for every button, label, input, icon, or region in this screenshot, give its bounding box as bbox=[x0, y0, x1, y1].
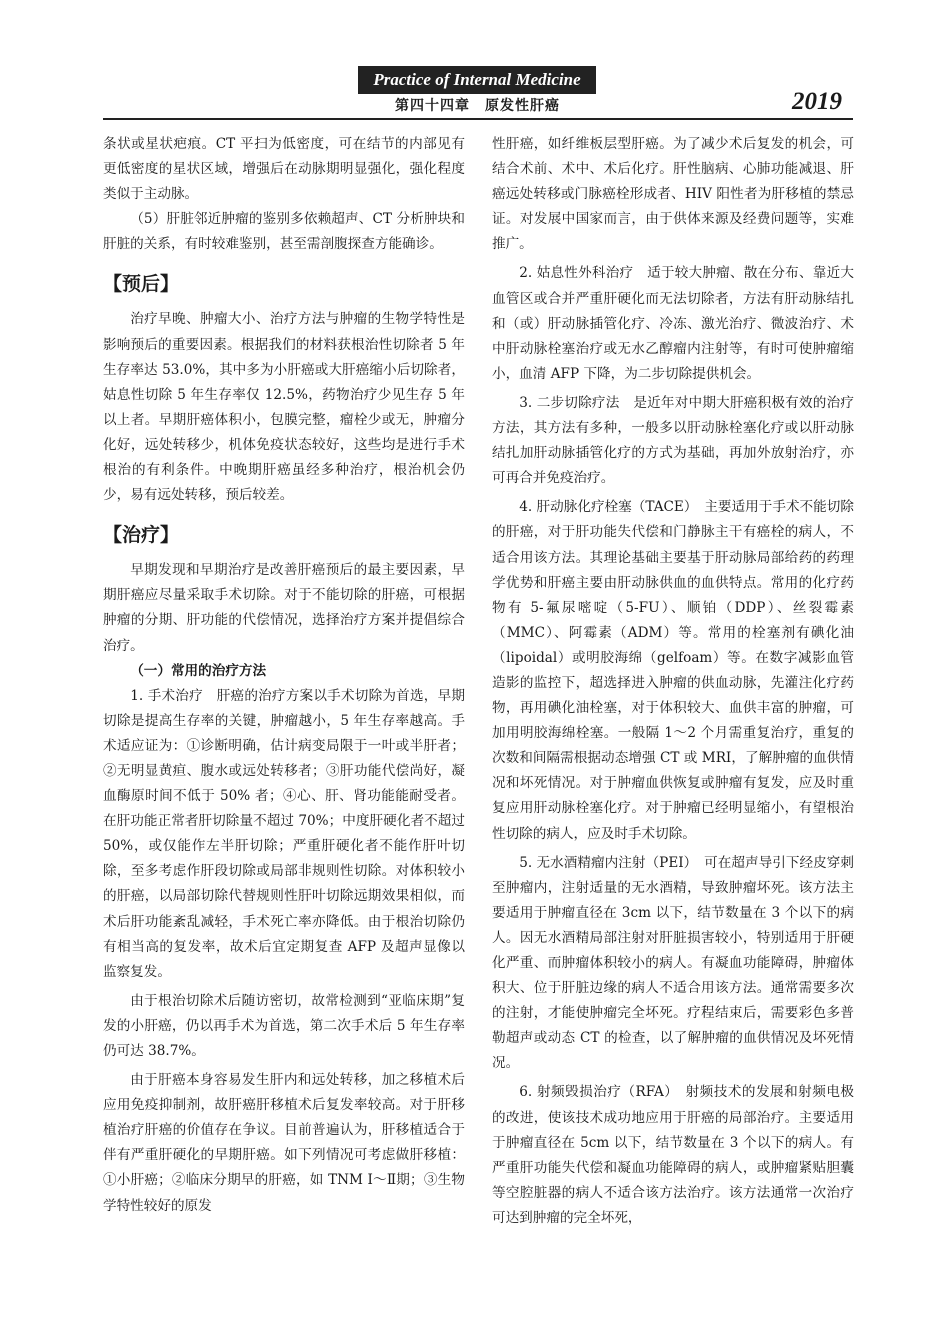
paragraph: 性肝癌，如纤维板层型肝癌。为了减少术后复发的机会，可结合术前、术中、术后化疗。肝性脑病、心肺功能减退、肝癌远处转移或门脉癌栓形成者、HIV 阳性者为肝移植的禁忌证。对发展中国家而言，由于供体来源及经费问题等，实难推广。 bbox=[492, 136, 854, 253]
page-number: 2019 bbox=[792, 88, 842, 115]
subsection-heading: （一）常用的治疗方法 bbox=[130, 662, 267, 679]
paragraph: 条状或星状疤痕。CT 平扫为低密度，可在结节的内部见有更低密度的星状区域，增强后在动脉期明显强化，强化程度类似于主动脉。 bbox=[103, 136, 465, 203]
paragraph: 5. 无水酒精瘤内注射（PEI） 可在超声导引下经皮穿刺至肿瘤内，注射适量的无水酒精，导致肿瘤坏死。该方法主要适用于肿瘤直径在 3cm 以下，结节数量在 3 个以下的病人。因无水酒精局部注射对肝脏损害较小，特别适用于肝硬化严重、而肿瘤体积较小的病人。有凝血功能障碍，肿瘤体积大、位于肝脏边缘的病人不适合用该方法。通常需要多次的注射，才能使肿瘤完全坏死。疗程结束后，需要彩色多普勒超声或动态 CT 的检查，以了解肿瘤的血供情况及坏死情况。 bbox=[492, 854, 854, 1072]
paragraph: 4. 肝动脉化疗栓塞（TACE） 主要适用于手术不能切除的肝癌，对于肝功能失代偿和门静脉主干有癌栓的病人，不适合用该方法。其理论基础主要基于肝动脉局部给药的药理学优势和肝癌主要由肝动脉供血的血供特点。常用的化疗药物有 5-氟尿嘧啶（5-FU）、顺铂（DDP）、丝裂霉素（MMC）、阿霉素（ADM）等。常用的栓塞剂有碘化油（lipoidal）或明胶海绵（gelfoam）等。在数字减影血管造影的监控下，超选择进入肿瘤的供血动脉，先灌注化疗药物，再用碘化油栓塞，对于体积较大、血供丰富的肿瘤，可加用明胶海绵栓塞。一般隔 1～2 个月需重复治疗，重复的次数和间隔需根据动态增强 CT 或 MRI，了解肿瘤的血供情况和坏死情况。对于肿瘤血供恢复或肿瘤有复发，应及时重复应用肝动脉栓塞化疗。对于肿瘤已经明显缩小，有望根治性切除的病人，应及时手术切除。 bbox=[492, 499, 854, 842]
section-heading-prognosis: 【预后】 bbox=[103, 273, 180, 296]
paragraph: 1. 手术治疗 肝癌的治疗方案以手术切除为首选，早期切除是提高生存率的关键，肿瘤越小，5 年生存率越高。手术适应证为：①诊断明确，估计病变局限于一叶或半肝者；②无明显黄疸、腹水或远处转移者；③肝功能代偿尚好，凝血酶原时间不低于 50% 者；④心、肝、肾功能能耐受者。在肝功能正常者肝切除量不超过 70%；中度肝硬化者不超过 50%，或仅能作左半肝切除；严重肝硬化者不能作肝叶切除，至多考虑作肝段切除或局部非规则性切除。对体积较小的肝癌，以局部切除代替规则性肝叶切除远期效果相似，而术后肝功能紊乱减轻，手术死亡率亦降低。由于根治切除仍有相当高的复发率，故术后宜定期复查 AFP 及超声显像以监察复发。 bbox=[103, 687, 465, 980]
paragraph: （5）肝脏邻近肿瘤的鉴别多依赖超声、CT 分析肿块和肝脏的关系，有时较难鉴别，甚至需剖腹探查方能确诊。 bbox=[103, 211, 465, 253]
paragraph: 2. 姑息性外科治疗 适于较大肿瘤、散在分布、靠近大血管区或合并严重肝硬化而无法切除者，方法有肝动脉结扎和（或）肝动脉插管化疗、冷冻、激光治疗、微波治疗、术中肝动脉栓塞治疗或无水乙醇瘤内注射等，有时可使肿瘤缩小，血清 AFP 下降，为二步切除提供机会。 bbox=[492, 265, 854, 382]
paragraph: 早期发现和早期治疗是改善肝癌预后的最主要因素，早期肝癌应尽量采取手术切除。对于不能切除的肝癌，可根据肿瘤的分期、肝功能的代偿情况，选择治疗方案并提倡综合治疗。 bbox=[103, 562, 465, 654]
left-column bbox=[103, 132, 465, 1219]
chapter-title: 第四十四章 原发性肝癌 bbox=[395, 98, 560, 114]
paragraph: 由于根治切除术后随访密切，故常检测到“亚临床期”复发的小肝癌，仍以再手术为首选，第二次手术后 5 年生存率仍可达 38.7%。 bbox=[103, 992, 465, 1059]
paragraph: 由于肝癌本身容易发生肝内和远处转移，加之移植术后应用免疫抑制剂，故肝癌肝移植术后复发率较高。对于肝移植治疗肝癌的价值存在争议。目前普遍认为，肝移植适合于伴有严重肝硬化的早期肝癌。如下列情况可考虑做肝移植：①小肝癌；②临床分期早的肝癌，如 TNM Ⅰ～Ⅱ期；③生物学特性较好的原发 bbox=[103, 1072, 465, 1214]
header-rule bbox=[103, 118, 853, 120]
journal-banner: Practice of Internal Medicine bbox=[358, 66, 596, 94]
right-column bbox=[492, 132, 854, 1231]
paragraph: 3. 二步切除疗法 是近年对中期大肝癌积极有效的治疗方法，其方法有多种，一般多以肝动脉栓塞化疗或以肝动脉结扎加肝动脉插管化疗的方式为基础，再加外放射治疗，亦可再合并免疫治疗。 bbox=[492, 394, 854, 487]
paragraph: 治疗早晚、肿瘤大小、治疗方法与肿瘤的生物学特性是影响预后的重要因素。根据我们的材料获根治性切除者 5 年生存率达 53.0%，其中多为小肝癌或大肝癌缩小后切除者，姑息性切除 5 年生存率仅 12.5%，药物治疗少见生存 5 年以上者。早期肝癌体积小，包膜完整，瘤栓少或无，肿瘤分化好，远处转移少，机体免疫状态较好，这些均是进行手术根治的有利条件。中晚期肝癌虽经多种治疗，根治机会仍少，易有远处转移，预后较差。 bbox=[103, 311, 465, 504]
section-heading-treatment: 【治疗】 bbox=[103, 524, 180, 547]
paragraph: 6. 射频毁损治疗（RFA） 射频技术的发展和射频电极的改进，使该技术成功地应用于肝癌的局部治疗。主要适用于肿瘤直径在 5cm 以下，结节数量在 3 个以下的病人。有严重肝功能失代偿和凝血功能障碍的病人，或肿瘤紧贴胆囊等空腔脏器的病人不适合该方法治疗。该方法通常一次治疗可达到肿瘤的完全坏死， bbox=[492, 1084, 854, 1226]
